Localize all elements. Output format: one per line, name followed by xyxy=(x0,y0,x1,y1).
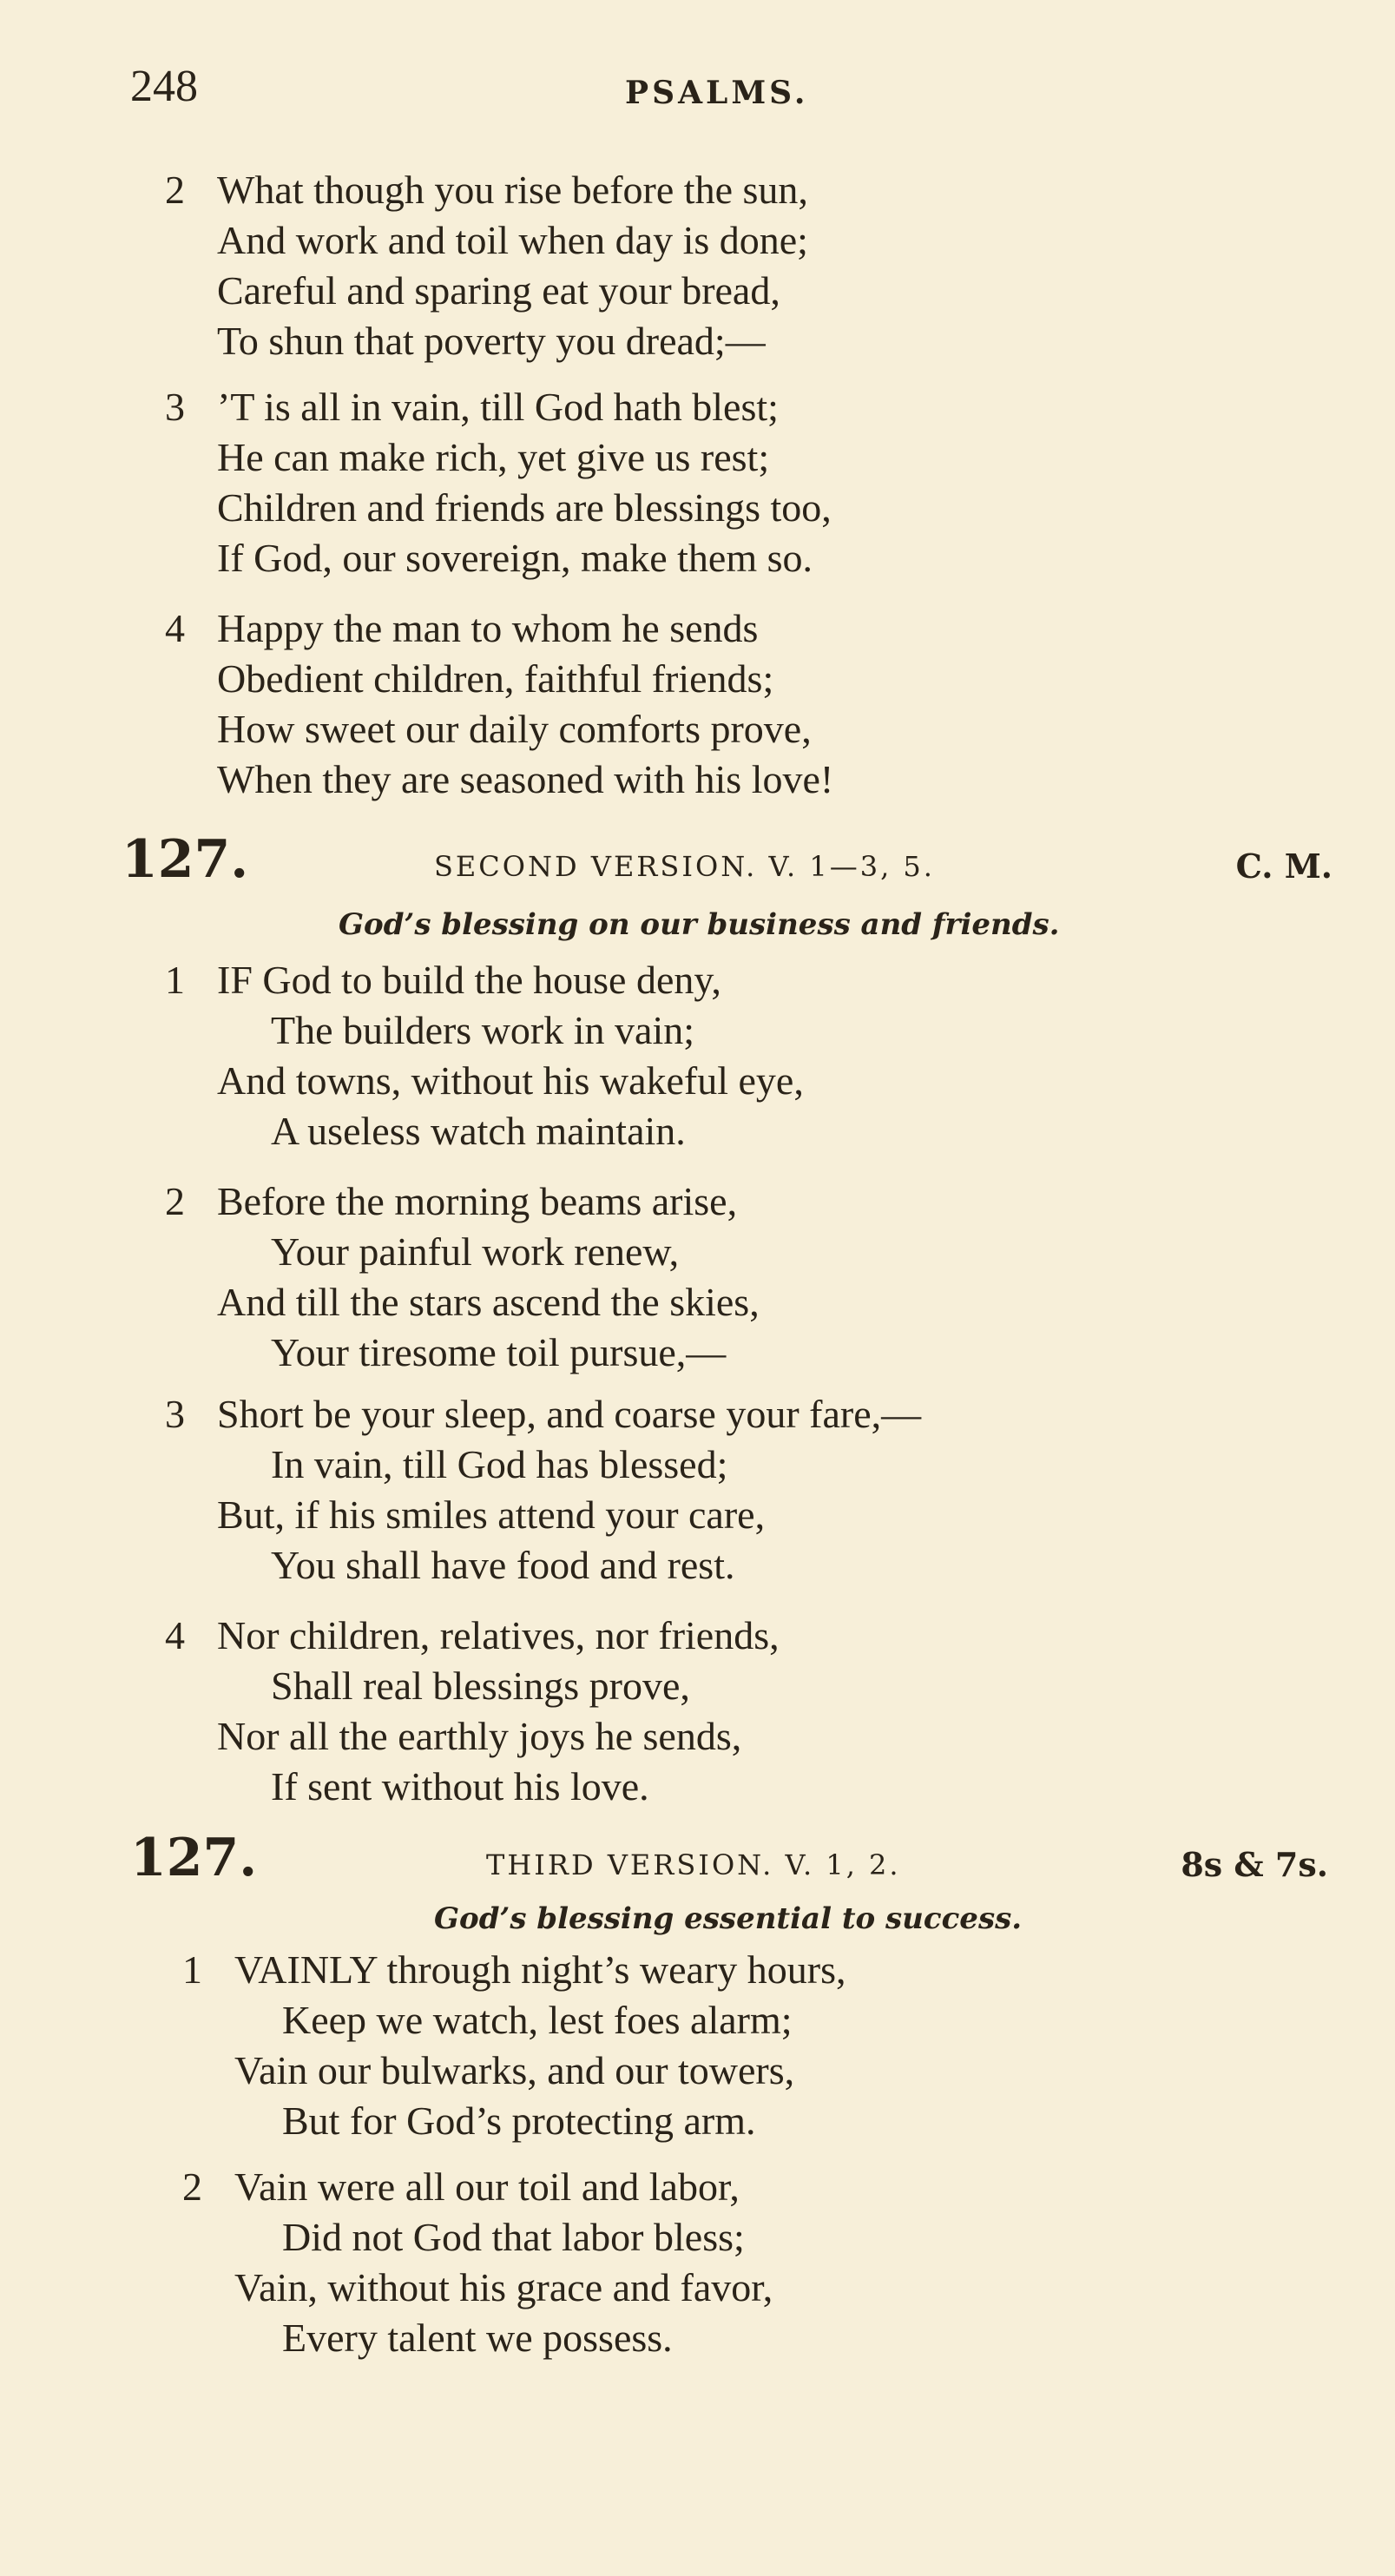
verse-line: And work and toil when day is done; xyxy=(217,218,808,262)
page-header xyxy=(130,61,1259,113)
hymn-heading xyxy=(122,829,1332,890)
verse-block xyxy=(182,1945,1276,2146)
verse-number: 4 xyxy=(165,606,185,650)
verse-line: When they are seasoned with his love! xyxy=(217,757,834,801)
verse-line: Shall real blessings prove, xyxy=(271,1664,690,1708)
verse-line: Keep we watch, lest foes alarm; xyxy=(282,1998,793,2042)
verse-line: 3 Short be your sleep, and coarse your fare,— xyxy=(217,1389,1259,1440)
verse-line: If sent without his love. xyxy=(271,1764,649,1808)
verse-line: 4 Nor children, relatives, nor friends, xyxy=(217,1611,1259,1661)
meter-label: 8s & 7s. xyxy=(1181,1845,1328,1884)
verse-block xyxy=(165,603,1259,805)
verse-line: Your painful work renew, xyxy=(271,1229,680,1274)
verse-line: To shun that poverty you dread;— xyxy=(217,319,766,363)
verse-line: But, if his smiles attend your care, xyxy=(217,1492,766,1537)
verse-number: 2 xyxy=(165,1179,185,1223)
verse-line: Your tiresome toil pursue,— xyxy=(271,1330,727,1374)
verse-line: 1 IF God to build the house deny, xyxy=(217,955,1259,1005)
page-number: 248 xyxy=(130,62,198,111)
verse-line: How sweet our daily comforts prove, xyxy=(217,707,812,751)
verse-block xyxy=(165,165,1259,366)
verse-number: 3 xyxy=(165,385,185,429)
verse-block xyxy=(165,1176,1259,1378)
verse-block xyxy=(165,382,1259,583)
verse-block xyxy=(165,1389,1259,1591)
verse-line: He can make rich, yet give us rest; xyxy=(217,435,770,479)
verse-line: Nor all the earthly joys he sends, xyxy=(217,1714,742,1758)
verse-line: Vain our bulwarks, and our towers, xyxy=(234,2048,795,2092)
verse-line: 2 What though you rise before the sun, xyxy=(217,165,1259,215)
verse-block xyxy=(182,2162,1276,2363)
verse-line: You shall have food and rest. xyxy=(271,1543,735,1587)
version-label: SECOND VERSION. V. 1—3, 5. xyxy=(434,850,935,883)
verse-line: 2 Before the morning beams arise, xyxy=(217,1176,1259,1227)
verse-line: In vain, till God has blessed; xyxy=(271,1442,728,1486)
running-head: PSALMS. xyxy=(625,75,809,111)
verse-line: 1 VAINLY through night’s weary hours, xyxy=(234,1945,1276,1995)
verse-block xyxy=(165,1611,1259,1812)
verse-number: 3 xyxy=(165,1392,185,1436)
verse-line: Careful and sparing eat your bread, xyxy=(217,268,780,313)
hymn-number: 127. xyxy=(130,1828,258,1888)
verse-line: Obedient children, faithful friends; xyxy=(217,656,774,701)
verse-line: But for God’s protecting arm. xyxy=(282,2098,756,2143)
verse-line: 3 ’T is all in vain, till God hath blest; xyxy=(217,382,1259,432)
verse-line: The builders work in vain; xyxy=(271,1008,695,1052)
verse-line: 4 Happy the man to whom he sends xyxy=(217,603,1259,654)
verse-line: And till the stars ascend the skies, xyxy=(217,1280,760,1324)
verse-line: And towns, without his wakeful eye, xyxy=(217,1058,804,1103)
verse-line: 2 Vain were all our toil and labor, xyxy=(234,2162,1276,2212)
verse-line: Did not God that labor bless; xyxy=(282,2215,745,2259)
meter-label: C. M. xyxy=(1235,847,1332,886)
hymn-number: 127. xyxy=(122,829,249,890)
version-label: THIRD VERSION. V. 1, 2. xyxy=(486,1848,901,1881)
verse-line: Every talent we possess. xyxy=(282,2316,673,2360)
hymn-subtitle: God’s blessing essential to success. xyxy=(434,1901,1023,1936)
hymn-subtitle: God’s blessing on our business and friends. xyxy=(339,907,1060,942)
verse-number: 1 xyxy=(165,958,185,1002)
hymn-heading xyxy=(130,1828,1328,1888)
verse-number: 2 xyxy=(182,2164,202,2209)
verse-line: A useless watch maintain. xyxy=(271,1109,686,1153)
verse-number: 4 xyxy=(165,1613,185,1657)
verse-line: Children and friends are blessings too, xyxy=(217,485,832,530)
verse-line: Vain, without his grace and favor, xyxy=(234,2265,773,2309)
verse-block xyxy=(165,955,1259,1156)
verse-number: 1 xyxy=(182,1947,202,1992)
verse-line: If God, our sovereign, make them so. xyxy=(217,536,813,580)
verse-number: 2 xyxy=(165,168,185,212)
